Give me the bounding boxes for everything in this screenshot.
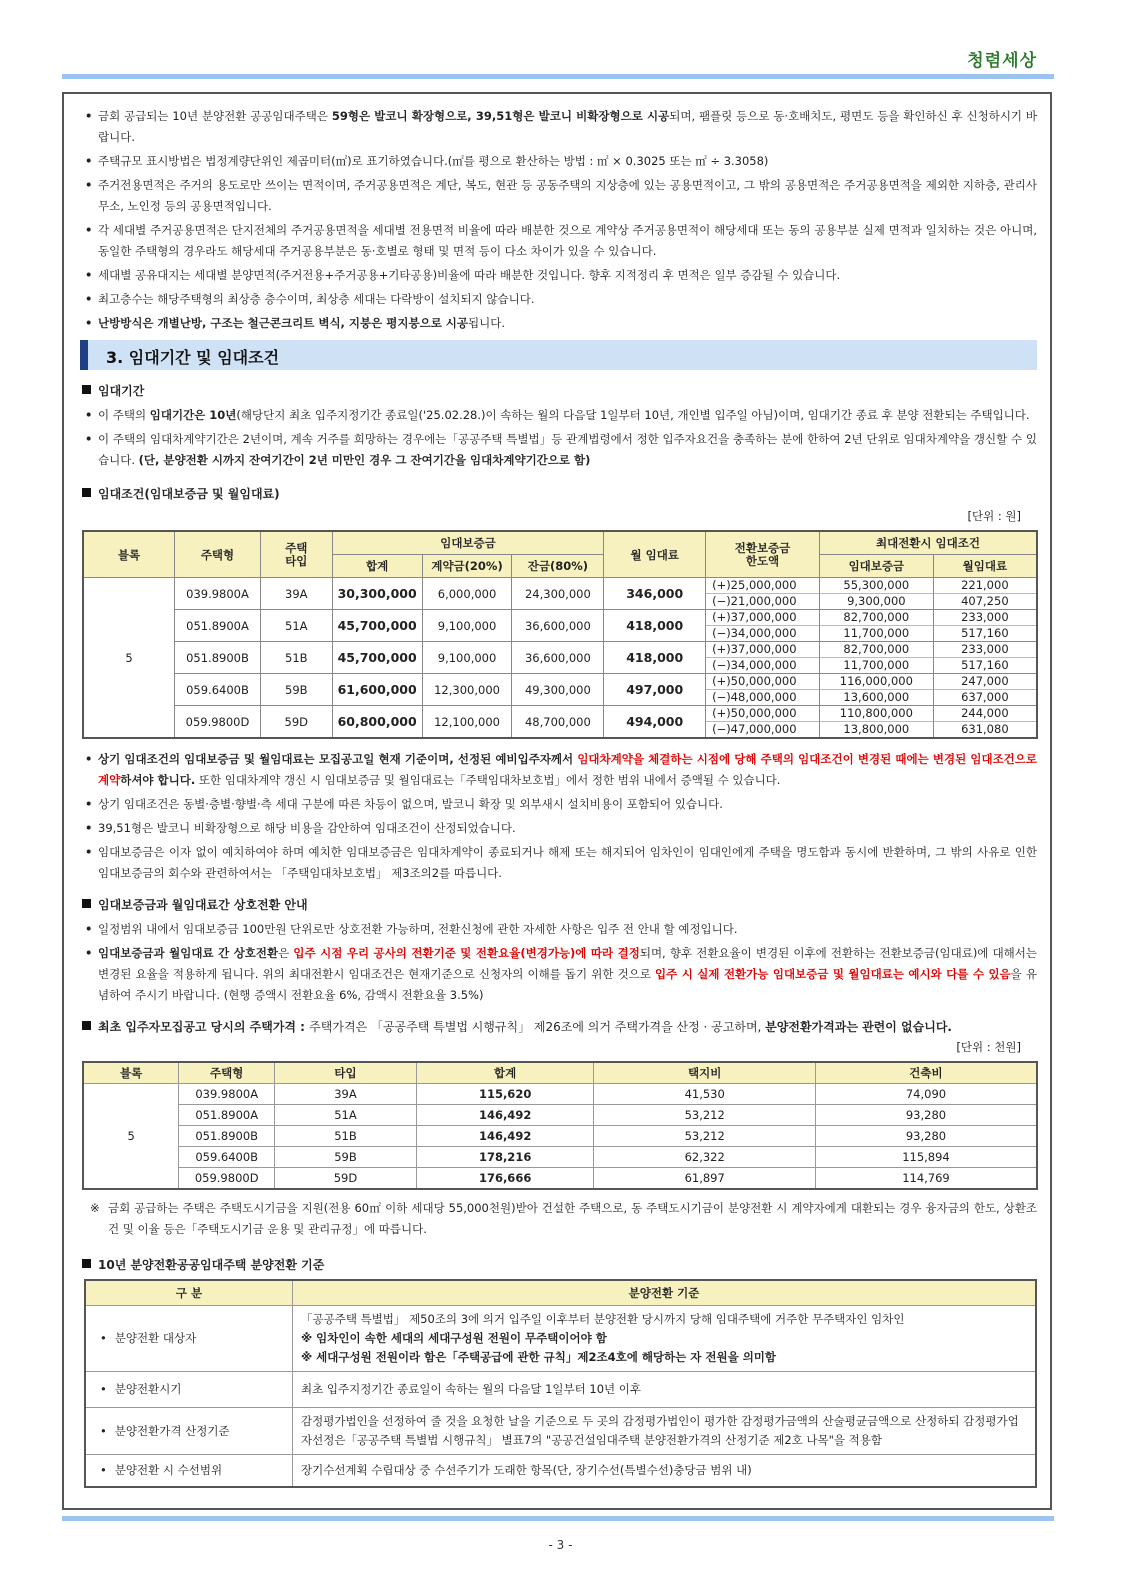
th-balance: 잔금(80%) — [512, 555, 604, 578]
table-row — [83, 1126, 1037, 1147]
text-run: 최고층수는 해당주택형의 최상층 층수이며, 최상층 세대는 다락방이 설치되지 않습니다. — [98, 292, 535, 306]
house-price-table — [82, 1061, 1038, 1190]
cell-max-monthly — [933, 642, 1037, 674]
text-run: 일정범위 내에서 임대보증금 100만원 단위로만 상호전환 가능하며, 전환신청에 관한 자세한 사항은 입주 전 안내 할 예정입니다. — [98, 922, 738, 936]
conversion-bullets — [82, 919, 1037, 1006]
text-run: 되며, 향후 전환요율이 변경된 이후에 전환하는 전환보증금(임대료)에 대해서는 변경된 요율을 적용하게 됩니다. 위의 최대전환시 임대조건은 현재기준으로 신청자의 이해를 돕기 위한 것으로 — [98, 946, 1038, 981]
cell-total: 176,666 — [416, 1168, 594, 1190]
max-mon-minus: 407,250 — [961, 594, 1009, 608]
cell-max-deposit — [819, 706, 933, 739]
cell-type: 039.9800A — [175, 578, 261, 610]
cell-subtype: 59B — [260, 674, 332, 706]
cell-type: 039.9800A — [179, 1084, 275, 1105]
cell-total: 61,600,000 — [332, 674, 422, 706]
cell-balance: 48,700,000 — [512, 706, 604, 739]
bullet-item — [82, 842, 1037, 884]
cell-type: 059.9800D — [179, 1168, 275, 1190]
cell-subtype: 39A — [275, 1084, 417, 1105]
bullet-item — [82, 943, 1037, 1006]
table-row — [85, 1408, 1036, 1455]
cell-type: 051.8900B — [175, 642, 261, 674]
text-run: 은 — [278, 946, 294, 960]
text-run: 또한 임대차계약 갱신 시 임대보증금 및 월임대료는「주택임대차보호법」에서 정한 범위 내에서 증액될 수 있습니다. — [195, 773, 781, 787]
cell-build: 114,769 — [815, 1168, 1037, 1190]
cell-contract: 6,000,000 — [422, 578, 512, 610]
text-run: (단, 분양전환 시까지 잔여기간이 2년 미만인 경우 그 잔여기간을 임대차계약기간으로 함) — [138, 453, 591, 467]
bullet-item — [82, 405, 1037, 426]
cell-subtype: 39A — [260, 578, 332, 610]
cell-max-deposit — [819, 610, 933, 642]
cell-land: 53,212 — [594, 1126, 815, 1147]
max-dep-plus: 82,700,000 — [820, 642, 933, 658]
text-run: 세대별 공유대지는 세대별 분양면적(주거전용+주거공용+기타공용)비율에 따라 배분한 것입니다. 향후 지적정리 후 면적은 일부 증감될 수 있습니다. — [98, 268, 841, 282]
cell-subtype: 51A — [260, 610, 332, 642]
cell-land: 41,530 — [594, 1084, 815, 1105]
cell-max-deposit — [819, 674, 933, 706]
cell-total: 115,620 — [416, 1084, 594, 1105]
content — [82, 104, 1037, 1488]
cell-land: 53,212 — [594, 1105, 815, 1126]
max-mon-plus: 244,000 — [934, 706, 1036, 722]
max-mon-plus: 221,000 — [934, 578, 1036, 594]
cell-total: 60,800,000 — [332, 706, 422, 739]
text-run: 각 세대별 주거공용면적은 단지전체의 주거공용면적을 세대별 전용면적 비율에 따라 배분한 것으로 계약상 주거공용면적이 해당세대 또는 동의 공용부분 실제 면적과 일치하는 것은 아니며, 동일한 주택형의 경우라도 해당세대 주거공용부분은 동·호별로 형태 및 면적 등이 다소 차이가 있을 수 있습니다. — [98, 223, 1037, 258]
cell-build: 93,280 — [815, 1126, 1037, 1147]
cell-max-monthly — [933, 706, 1037, 739]
cell-block: 5 — [83, 1084, 179, 1190]
text-run: 주택가격은 「공공주택 특별법 시행규칙」 제26조에 의거 주택가격을 산정 · 공고하며, — [309, 1020, 766, 1034]
bullet-item — [82, 313, 1037, 334]
conv-plus: (+)50,000,000 — [706, 674, 819, 690]
header-bar — [62, 74, 1054, 79]
row-label: • 분양전환시기 — [85, 1372, 293, 1408]
bullet-item — [82, 220, 1037, 262]
max-mon-plus: 233,000 — [934, 610, 1036, 626]
table-row — [83, 1084, 1037, 1105]
th-block: 블록 — [83, 531, 175, 578]
text-run: 입주 시 실제 전환가능 임대보증금 및 월임대료는 예시와 다를 수 있음 — [655, 967, 1011, 981]
cell-contract: 12,300,000 — [422, 674, 512, 706]
table-row — [83, 1147, 1037, 1168]
th-deposit: 임대보증금 — [332, 531, 604, 555]
th-conversion: 전환보증금 한도액 — [706, 531, 820, 578]
max-dep-minus: 9,300,000 — [847, 594, 906, 608]
cell-build: 93,280 — [815, 1105, 1037, 1126]
max-mon-minus: 517,160 — [961, 626, 1009, 640]
conv-plus: (+)50,000,000 — [706, 706, 819, 722]
text-run: 입주 시점 우리 공사의 전환기준 및 전환요율(변경가능)에 따라 결정 — [293, 946, 640, 960]
cell-subtype: 59D — [260, 706, 332, 739]
cell-total: 30,300,000 — [332, 578, 422, 610]
bullet-item — [82, 289, 1037, 310]
conv-minus: (−)34,000,000 — [712, 626, 797, 640]
cell-subtype: 51A — [275, 1105, 417, 1126]
cell-monthly: 418,000 — [604, 642, 706, 674]
cell-type: 051.8900B — [179, 1126, 275, 1147]
cell-contract: 9,100,000 — [422, 642, 512, 674]
conv-minus: (−)21,000,000 — [712, 594, 797, 608]
th-criteria: 분양전환 기준 — [293, 1280, 1037, 1306]
text-run: 이 주택의 임대차계약기간은 2년이며, 계속 거주를 희망하는 경우에는「공공주택 특별법」등 관계법령에서 정한 입주자요건을 충족하는 분에 한하여 2년 단위로 임대차계약을 갱신할 수 있습니다. — [98, 432, 1037, 467]
th-contract: 계약금(20%) — [422, 555, 512, 578]
max-mon-minus: 517,160 — [961, 658, 1009, 672]
th-max-conv: 최대전환시 임대조건 — [819, 531, 1037, 555]
cell-monthly: 418,000 — [604, 610, 706, 642]
text-run: 을 유념하여 주시기 바랍니다. (현행 증액시 전환요율 6%, 감액시 전환요율 3.5%) — [98, 967, 1038, 1002]
text-run: 최초 입주지정기간 종료일이 속하는 월의 다음달 1일부터 10년 이후 — [301, 1382, 642, 1396]
lease-period-bullets — [82, 405, 1037, 471]
cell-type: 051.8900A — [179, 1105, 275, 1126]
cell-balance: 36,600,000 — [512, 642, 604, 674]
table-row — [83, 674, 1037, 706]
text-run: 임대기간은 10년 — [149, 408, 237, 422]
text-run: 임대보증금은 이자 없이 예치하여야 하며 예치한 임대보증금은 임대차계약이 종료되거나 해제 또는 해지되어 임차인이 임대인에게 주택을 명도함과 동시에 반환하며, 그 밖의 사유로 인한 임대보증금의 회수와 관련하여서는 「주택임대차보호법」 제3조의2를 따릅니다. — [98, 845, 1037, 880]
footer-bar — [62, 1516, 1054, 1521]
conversion-heading: 임대보증금과 월임대료간 상호전환 안내 — [82, 896, 1037, 913]
text-run: 하셔야 합니다. — [120, 773, 196, 787]
cell-balance: 49,300,000 — [512, 674, 604, 706]
cell-balance: 24,300,000 — [512, 578, 604, 610]
conv-minus: (−)48,000,000 — [712, 690, 797, 704]
cell-monthly: 494,000 — [604, 706, 706, 739]
max-dep-minus: 13,600,000 — [843, 690, 910, 704]
table-row — [85, 1455, 1036, 1487]
text-run: 난방방식은 개별난방, 구조는 철근콘크리트 벽식, 지붕은 평지붕으로 시공 — [98, 316, 469, 330]
text-run: 59형은 발코니 확장형으로, 39,51형은 발코니 비확장형으로 시공 — [331, 109, 670, 123]
text-run: 최초 입주자모집공고 당시의 주택가격 : — [98, 1020, 310, 1034]
text-run: 임대차계약을 체결하는 시점에 당해 주택의 임대조건이 변경된 때에는 변경된 임대조건으로 계약 — [98, 752, 1038, 787]
max-dep-plus: 116,000,000 — [820, 674, 933, 690]
cell-max-monthly — [933, 674, 1037, 706]
max-dep-plus: 110,800,000 — [820, 706, 933, 722]
table-row — [83, 642, 1037, 674]
cell-land: 62,322 — [594, 1147, 815, 1168]
cell-max-deposit — [819, 642, 933, 674]
conv-plus: (+)37,000,000 — [706, 642, 819, 658]
bullet-item — [82, 175, 1037, 217]
cell-type: 059.6400B — [175, 674, 261, 706]
max-mon-plus: 233,000 — [934, 642, 1036, 658]
cell-block: 5 — [83, 578, 175, 739]
cell-type: 059.6400B — [179, 1147, 275, 1168]
cell-total: 45,700,000 — [332, 642, 422, 674]
text-run: 됩니다. — [468, 316, 506, 330]
th-subtype: 주택 타입 — [260, 531, 332, 578]
bullet-item — [82, 749, 1037, 791]
sale-conversion-heading: 10년 분양전환공공임대주택 분양전환 기준 — [82, 1256, 1037, 1273]
row-content — [293, 1306, 1037, 1372]
max-dep-minus: 11,700,000 — [843, 626, 910, 640]
text-run: 상기 임대조건은 동별·층별·향별·측 세대 구분에 따른 차등이 없으며, 발코니 확장 및 외부새시 설치비용이 포함되어 있습니다. — [98, 797, 723, 811]
row-content — [293, 1372, 1037, 1408]
section-title-text: 3. 임대기간 및 임대조건 — [106, 348, 280, 367]
text-run: 주거전용면적은 주거의 용도로만 쓰이는 면적이며, 주거공용면적은 계단, 복도, 현관 등 공동주택의 지상층에 있는 공용면적이고, 그 밖의 공용면적은 주거공용면적을 제외한 지하층, 관리사무소, 노인정 등의 공용면적입니다. — [98, 178, 1037, 213]
row-label: • 분양전환 시 수선범위 — [85, 1455, 293, 1487]
text-run: 주택규모 표시방법은 법정계량단위인 제곱미터(㎡)로 표기하였습니다.(㎡를 평으로 환산하는 방법 : ㎡ × 0.3025 또는 ㎡ ÷ 3.3058) — [98, 154, 769, 168]
intro-bullets — [82, 106, 1037, 334]
th-subtype: 타입 — [275, 1062, 417, 1084]
th-monthly: 월 임대료 — [604, 531, 706, 578]
cell-total: 45,700,000 — [332, 610, 422, 642]
max-dep-plus: 82,700,000 — [820, 610, 933, 626]
th-total: 합계 — [332, 555, 422, 578]
cell-max-deposit — [819, 578, 933, 610]
cell-type: 051.8900A — [175, 610, 261, 642]
cell-conversion — [706, 674, 820, 706]
th-type: 주택형 — [179, 1062, 275, 1084]
th-block: 블록 — [83, 1062, 179, 1084]
max-dep-minus: 13,800,000 — [843, 722, 910, 736]
text-run: 이 주택의 — [98, 408, 150, 422]
conv-plus: (+)37,000,000 — [706, 610, 819, 626]
table-row — [83, 1105, 1037, 1126]
conv-minus: (−)47,000,000 — [712, 722, 797, 736]
table-row — [85, 1372, 1036, 1408]
th-category: 구 분 — [85, 1280, 293, 1306]
cell-subtype: 59B — [275, 1147, 417, 1168]
table-row — [83, 706, 1037, 739]
cell-total: 178,216 — [416, 1147, 594, 1168]
cell-conversion — [706, 610, 820, 642]
cell-conversion — [706, 706, 820, 739]
text-run: ※ 세대구성원 전원이라 함은「주택공급에 관한 규칙」제2조4호에 해당하는 자 전원을 의미함 — [301, 1350, 777, 1364]
cell-monthly: 346,000 — [604, 578, 706, 610]
max-mon-plus: 247,000 — [934, 674, 1036, 690]
th-build: 건축비 — [815, 1062, 1037, 1084]
th-max-monthly: 월임대료 — [933, 555, 1037, 578]
lease-terms-table — [82, 530, 1038, 739]
table-row — [83, 610, 1037, 642]
page-number: - 3 - — [548, 1538, 573, 1552]
sale-conversion-table — [84, 1279, 1037, 1488]
content-line — [301, 1348, 1027, 1367]
cell-subtype: 59D — [275, 1168, 417, 1190]
table-row — [85, 1306, 1036, 1372]
max-mon-minus: 631,080 — [961, 722, 1009, 736]
cell-conversion — [706, 578, 820, 610]
content-line — [301, 1412, 1027, 1450]
text-run: 「공공주택 특별법」 제50조의 3에 의거 입주일 이후부터 분양전환 당시까지 당해 임대주택에 거주한 무주택자인 임차인 — [301, 1312, 905, 1326]
cell-max-monthly — [933, 610, 1037, 642]
text-run: 임대보증금과 월임대료 간 상호전환 — [98, 946, 279, 960]
max-mon-minus: 637,000 — [961, 690, 1009, 704]
row-content — [293, 1408, 1037, 1455]
house-price-unit: [단위 : 천원] — [956, 1040, 1021, 1054]
bullet-item — [82, 106, 1037, 148]
cell-subtype: 51B — [275, 1126, 417, 1147]
cell-subtype: 51B — [260, 642, 332, 674]
text-run: ※ 임차인이 속한 세대의 세대구성원 전원이 무주택이어야 함 — [301, 1331, 607, 1345]
cell-total: 146,492 — [416, 1105, 594, 1126]
bullet-item — [82, 265, 1037, 286]
page-frame — [62, 92, 1052, 1510]
cell-conversion — [706, 642, 820, 674]
row-content — [293, 1455, 1037, 1487]
section-title — [80, 340, 1037, 370]
content-line — [301, 1461, 1027, 1480]
text-run: (해당단지 최초 입주지정기간 종료일('25.02.28.)이 속하는 월의 다음달 1일부터 10년, 개인별 입주일 아님)이며, 임대기간 종료 후 분양 전환되는 주택입니다. — [236, 408, 1030, 422]
row-label: • 분양전환가격 산정기준 — [85, 1408, 293, 1455]
content-line — [301, 1310, 1027, 1329]
bullet-item — [82, 151, 1037, 172]
text-run: 되며, 팸플릿 등으로 동·호배치도, 평면도 등을 확인하신 후 신청하시기 바랍니다. — [98, 109, 1037, 144]
cell-contract: 9,100,000 — [422, 610, 512, 642]
conv-plus: (+)25,000,000 — [706, 578, 819, 594]
cell-max-monthly — [933, 578, 1037, 610]
conv-minus: (−)34,000,000 — [712, 658, 797, 672]
text-run: 금회 공급되는 10년 분양전환 공공임대주택은 — [98, 109, 332, 123]
text-run: 감정평가법인을 선정하여 줄 것을 요청한 날을 기준으로 두 곳의 감정평가법인이 평가한 감정평가금액의 산술평균금액으로 산정하되 감정평가업자선정은「공공주택 특별법 시행규칙」 별표7의 "공공건설임대주택 분양전환가격의 산정기준 제2호 나목"을 적용함 — [301, 1414, 1019, 1447]
logo: 청렴세상 — [967, 51, 1037, 71]
th-total: 합계 — [416, 1062, 594, 1084]
cell-build: 115,894 — [815, 1147, 1037, 1168]
cell-balance: 36,600,000 — [512, 610, 604, 642]
text-run: 장기수선계획 수립대상 중 수선주기가 도래한 항목(단, 장기수선(특별수선)충당금 범위 내) — [301, 1462, 752, 1477]
cell-type: 059.9800D — [175, 706, 261, 739]
bullet-item — [82, 919, 1037, 940]
row-label: • 분양전환 대상자 — [85, 1306, 293, 1372]
cell-land: 61,897 — [594, 1168, 815, 1190]
table-row — [83, 1168, 1037, 1190]
th-max-deposit: 임대보증금 — [819, 555, 933, 578]
cell-contract: 12,100,000 — [422, 706, 512, 739]
text-run: 39,51형은 발코니 비확장형으로 해당 비용을 감안하여 임대조건이 산정되었습니다. — [98, 821, 516, 835]
table-row — [83, 578, 1037, 610]
lease-terms-unit: [단위 : 원] — [967, 509, 1021, 523]
max-dep-plus: 55,300,000 — [820, 578, 933, 594]
bullet-item — [82, 794, 1037, 815]
cell-build: 74,090 — [815, 1084, 1037, 1105]
text-run: 분양전환가격과는 관련이 없습니다. — [765, 1020, 952, 1034]
th-land: 택지비 — [594, 1062, 815, 1084]
bullet-item — [82, 818, 1037, 839]
house-price-heading — [82, 1018, 1037, 1035]
cell-monthly: 497,000 — [604, 674, 706, 706]
lease-terms-heading: 임대조건(임대보증금 및 월임대료) — [82, 485, 1037, 502]
cell-total: 146,492 — [416, 1126, 594, 1147]
th-type: 주택형 — [175, 531, 261, 578]
lease-terms-notes — [82, 749, 1037, 884]
content-line — [301, 1380, 1027, 1399]
lease-period-heading: 임대기간 — [82, 382, 1037, 399]
fund-note: ※ 금회 공급하는 주택은 주택도시기금을 지원(전용 60㎡ 이하 세대당 55,000천원)받아 건설한 주택으로, 동 주택도시기금이 분양전환 시 계약자에게 대환되는 경우 융자금의 한도, 상환조건 및 이율 등은「주택도시기금 운용 및 관리규정」에 따릅니다. — [82, 1198, 1037, 1240]
max-dep-minus: 11,700,000 — [843, 658, 910, 672]
text-run: 상기 임대조건의 임대보증금 및 월임대료는 모집공고일 현재 기준이며, 선정된 예비입주자께서 — [98, 752, 578, 766]
bullet-item — [82, 429, 1037, 471]
content-line — [301, 1329, 1027, 1348]
